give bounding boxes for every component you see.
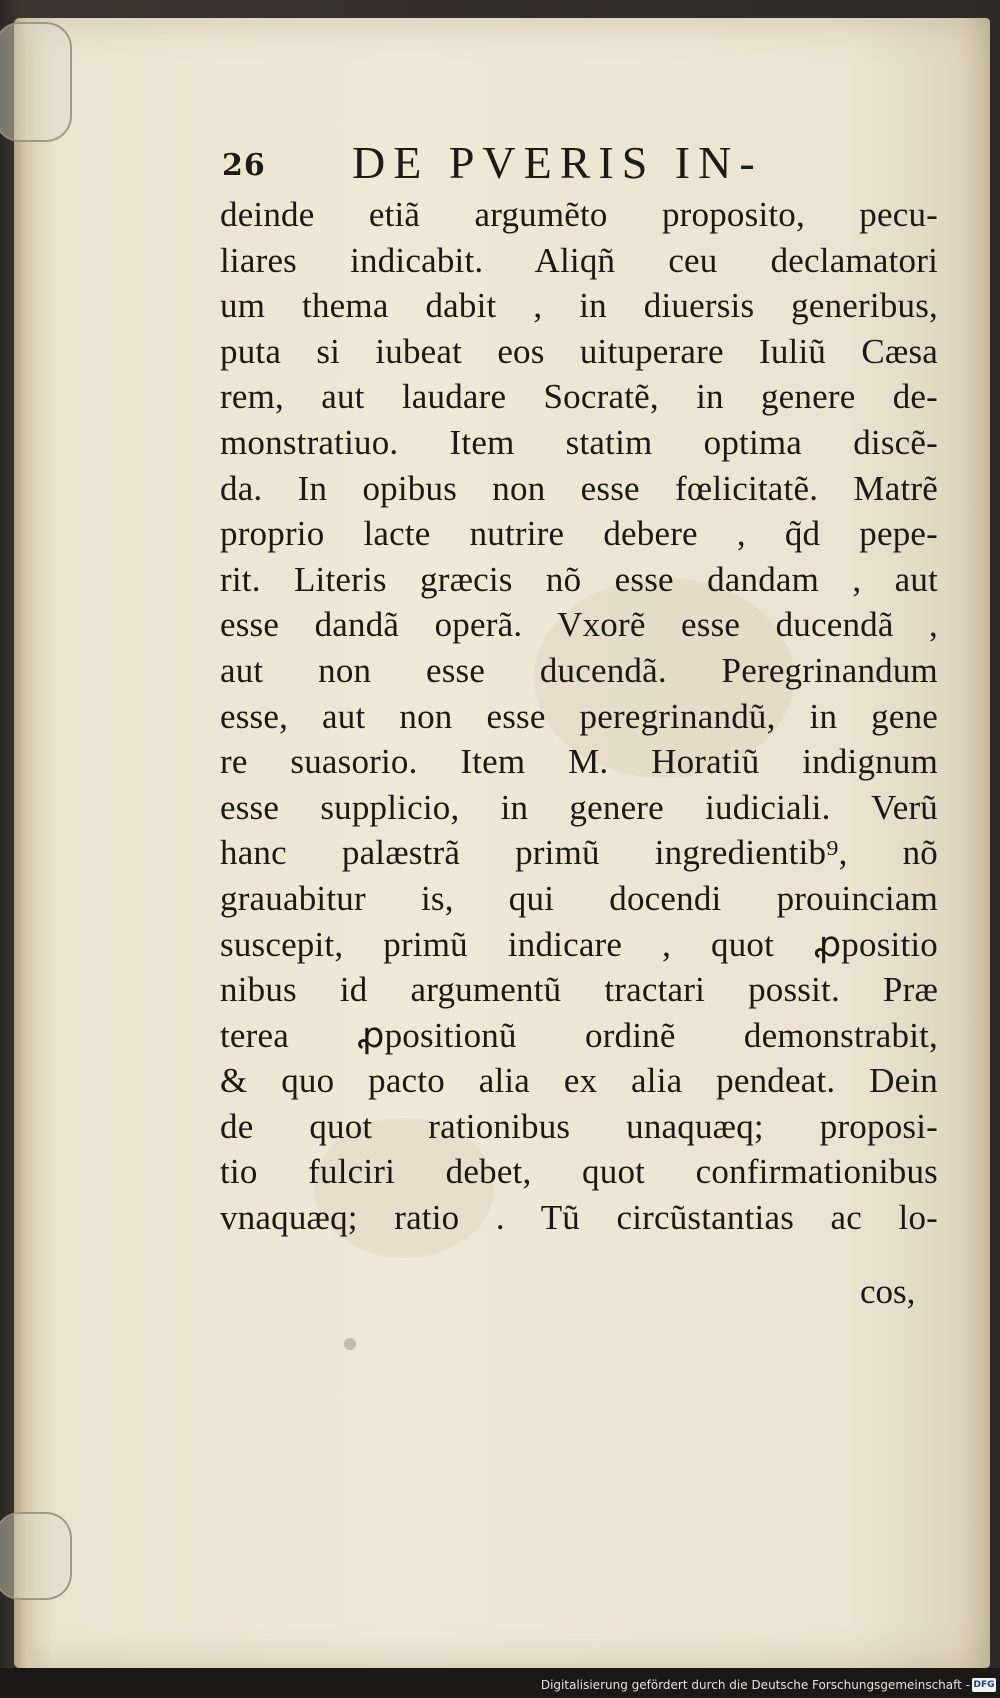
text-line: terea ꝓpositionũ ordinẽ demonstrabit,	[220, 1015, 938, 1055]
text-line: deinde etiã argumẽto proposito, pecu-	[220, 195, 938, 234]
text-line: rem, aut laudare Socratẽ, in genere de-	[220, 377, 938, 417]
text-line: monstratiuo. Item statim optima discẽ-	[220, 422, 938, 462]
text-line: liares indicabit. Aliqñ ceu declamatori	[220, 240, 938, 280]
page-number: 26	[222, 148, 266, 183]
text-line: esse dandã operã. Vxorẽ esse ducendã ,	[220, 605, 938, 645]
text-line: puta si iubeat eos uituperare Iuliũ Cæsa	[220, 331, 938, 371]
text-line: da. In opibus non esse fœlicitatẽ. Matrẽ	[220, 468, 938, 508]
text-line: & quo pacto alia ex alia pendeat. Dein	[220, 1061, 938, 1101]
page-edge	[14, 18, 36, 1668]
text-line: aut non esse ducendã. Peregrinandum	[220, 650, 938, 690]
text-line: esse supplicio, in genere iudiciali. Verũ	[220, 787, 938, 827]
dfg-logo: DFG	[973, 1680, 995, 1690]
footer-bar	[0, 1668, 1000, 1698]
text-line: grauabitur is, qui docendi prouinciam	[220, 878, 938, 918]
text-line: de quot rationibus unaquæq; proposi-	[220, 1106, 938, 1146]
catchword: cos,	[860, 1272, 916, 1311]
text-line: suscepit, primũ indicare , quot ꝓpositio	[220, 924, 938, 964]
page-clip-top	[0, 22, 72, 142]
text-line: nibus id argumentũ tractari possit. Præ	[220, 970, 938, 1010]
text-line: vnaquæq; ratio . Tũ circũstantias ac lo-	[220, 1198, 938, 1238]
page-header	[222, 138, 922, 188]
text-line: rit. Literis græcis nõ esse dandam , aut	[220, 559, 938, 599]
funding-credit: Digitalisierung gefördert durch die Deutsche Forschungsgemeinschaft -	[540, 1678, 970, 1692]
paper-spot	[344, 1338, 356, 1350]
text-line: um thema dabit , in diuersis generibus,	[220, 286, 938, 326]
body-text	[220, 192, 938, 1241]
running-head: DE PVERIS IN-	[352, 137, 763, 188]
page-clip-bottom	[0, 1512, 72, 1600]
text-line: tio fulciri debet, quot confirmationibus	[220, 1152, 938, 1192]
text-line: proprio lacte nutrire debere , q̃d pepe-	[220, 514, 938, 554]
text-line: esse, aut non esse peregrinandũ, in gene	[220, 696, 938, 736]
text-line: hanc palæstrã primũ ingredientib⁹, nõ	[220, 833, 938, 873]
text-line: re suasorio. Item M. Horatiũ indignum	[220, 742, 938, 782]
